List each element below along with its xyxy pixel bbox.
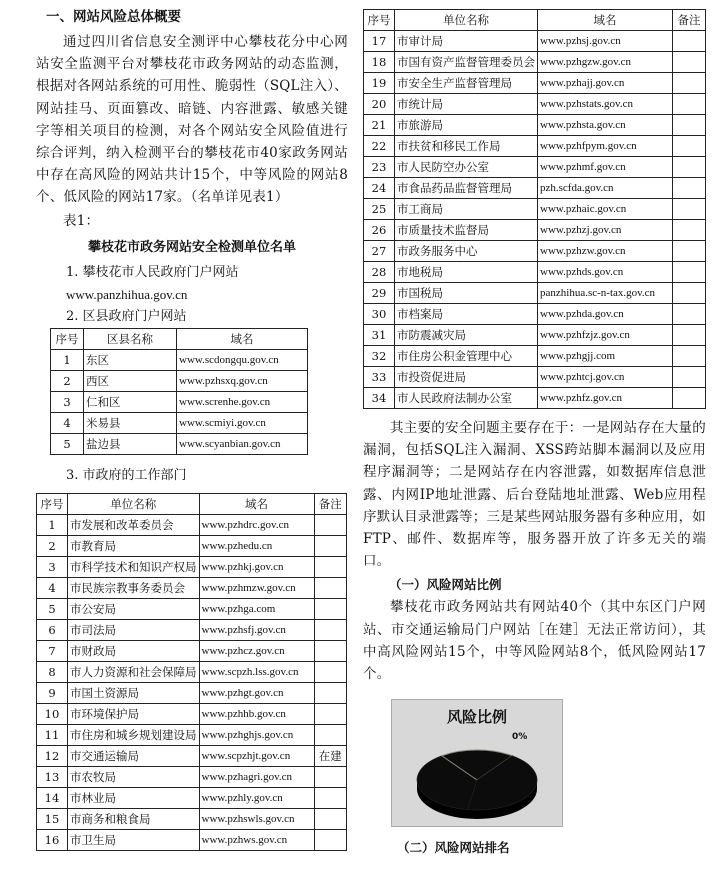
cell-note <box>314 535 347 556</box>
cell-name: 市环境保护局 <box>68 703 200 724</box>
table-row <box>364 73 706 94</box>
cell-note <box>314 514 347 535</box>
cell-domain: www.pzhedu.cn <box>199 535 314 556</box>
cell-no: 29 <box>364 283 395 304</box>
cell-note <box>673 31 706 52</box>
cell-no: 21 <box>364 115 395 136</box>
cell-note <box>673 52 706 73</box>
cell-no: 1 <box>37 514 68 535</box>
cell-domain: pzh.scfda.gov.cn <box>538 178 673 199</box>
table-row <box>51 433 308 454</box>
chart-title: 风险比例 <box>446 708 507 727</box>
cell-name: 市财政局 <box>68 640 200 661</box>
cell-name: 市司法局 <box>68 619 200 640</box>
cell-note <box>314 619 347 640</box>
cell-no: 4 <box>37 577 68 598</box>
cell-name: 市食品药品监督管理局 <box>395 178 538 199</box>
table-row <box>364 241 706 262</box>
cell-name: 市安全生产监督管理局 <box>395 73 538 94</box>
cell-domain: panzhihua.sc-n-tax.gov.cn <box>538 283 673 304</box>
cell-name: 市卫生局 <box>68 829 200 850</box>
cell-domain: www.pzhdrc.gov.cn <box>199 514 314 535</box>
cell-note <box>314 808 347 829</box>
cell-name: 市国土资源局 <box>68 682 200 703</box>
cell-no: 4 <box>51 412 84 433</box>
table-row <box>37 703 347 724</box>
table-row <box>37 787 347 808</box>
cell-note <box>314 661 347 682</box>
cell-note <box>673 157 706 178</box>
cell-name: 市发展和改革委员会 <box>68 514 200 535</box>
cell-name: 市地税局 <box>395 262 538 283</box>
table-row <box>364 283 706 304</box>
cell-name: 市住房和城乡规划建设局 <box>68 724 200 745</box>
cell-name: 市审计局 <box>395 31 538 52</box>
cell-no: 26 <box>364 220 395 241</box>
table-row <box>37 640 347 661</box>
pie-chart <box>392 700 562 826</box>
cell-name: 市教育局 <box>68 535 200 556</box>
cell-no: 7 <box>37 640 68 661</box>
cell-domain: www.pzhkj.gov.cn <box>199 556 314 577</box>
cell-note <box>673 199 706 220</box>
cell-name: 盐边县 <box>84 433 177 454</box>
list-item-departments: 3. 市政府的工作部门 <box>66 467 187 483</box>
table-row <box>364 388 706 409</box>
cell-name: 市人民政府法制办公室 <box>395 388 538 409</box>
col-header: 域名 <box>177 328 308 349</box>
table-label: 表1： <box>63 212 100 229</box>
cell-name: 市质量技术监督局 <box>395 220 538 241</box>
cell-no: 8 <box>37 661 68 682</box>
table-row <box>364 178 706 199</box>
cell-name: 市旅游局 <box>395 115 538 136</box>
cell-name: 西区 <box>84 370 177 391</box>
cell-note <box>673 304 706 325</box>
problems-paragraph: 其主要的安全问题主要存在于：一是网站存在大量的漏洞，包括SQL注入漏洞、XSS跨站脚本漏洞以及应用程序漏洞等；二是网站存在内容泄露，如数据库信息泄露、内网IP地址泄露、后台登陆地址泄露、Web应用程序默认目录泄露等；三是某些网站服务器有多种应用，如FTP、邮件、数据库等，服务器开放了许多无关的端口。 <box>363 420 706 570</box>
table-row <box>364 115 706 136</box>
cell-no: 10 <box>37 703 68 724</box>
cell-no: 1 <box>51 349 84 370</box>
cell-note <box>673 136 706 157</box>
cell-domain: www.pzhga.com <box>199 598 314 619</box>
cell-name: 市防震减灾局 <box>395 325 538 346</box>
table-row <box>37 598 347 619</box>
col-header: 序号 <box>51 328 84 349</box>
cell-domain: www.pzhzw.gov.cn <box>538 241 673 262</box>
table-row <box>364 367 706 388</box>
cell-domain: www.screnhe.gov.cn <box>177 391 308 412</box>
cell-no: 25 <box>364 199 395 220</box>
cell-no: 2 <box>37 535 68 556</box>
cell-domain: www.scmiyi.gov.cn <box>177 412 308 433</box>
subheading-ranking: （二）风险网站排名 <box>397 840 510 856</box>
cell-note <box>314 829 347 850</box>
col-header: 备注 <box>673 10 706 31</box>
col-header: 序号 <box>37 493 68 514</box>
table-row <box>37 829 347 850</box>
table-row <box>364 325 706 346</box>
cell-domain: www.pzhds.gov.cn <box>538 262 673 283</box>
cell-note <box>673 94 706 115</box>
risk-chart <box>391 699 563 827</box>
cell-no: 20 <box>364 94 395 115</box>
table-header-row <box>364 10 706 31</box>
cell-no: 33 <box>364 367 395 388</box>
table-row <box>364 52 706 73</box>
cell-no: 11 <box>37 724 68 745</box>
cell-no: 3 <box>37 556 68 577</box>
table-row <box>37 766 347 787</box>
cell-domain: www.pzhmzw.gov.cn <box>199 577 314 598</box>
cell-domain: www.pzhly.gov.cn <box>199 787 314 808</box>
cell-no: 6 <box>37 619 68 640</box>
cell-domain: www.pzhcz.gov.cn <box>199 640 314 661</box>
cell-note <box>314 766 347 787</box>
cell-domain: www.pzhzj.gov.cn <box>538 220 673 241</box>
table-row <box>51 412 308 433</box>
table-row <box>51 349 308 370</box>
list-item-portal: 1. 攀枝花市人民政府门户网站 <box>66 264 239 280</box>
list-item-districts: 2. 区县政府门户网站 <box>66 308 187 324</box>
table-header-row <box>37 493 347 514</box>
table-header-row <box>51 328 308 349</box>
cell-note <box>314 703 347 724</box>
cell-domain: www.pzhghjs.gov.cn <box>199 724 314 745</box>
cell-name: 市人力资源和社会保障局 <box>68 661 200 682</box>
cell-no: 19 <box>364 73 395 94</box>
cell-note <box>673 367 706 388</box>
cell-no: 27 <box>364 241 395 262</box>
cell-name: 市交通运输局 <box>68 745 200 766</box>
table-row <box>37 745 347 766</box>
cell-name: 东区 <box>84 349 177 370</box>
cell-domain: www.pzhda.gov.cn <box>538 304 673 325</box>
cell-note <box>314 787 347 808</box>
cell-no: 16 <box>37 829 68 850</box>
cell-name: 市国税局 <box>395 283 538 304</box>
cell-no: 30 <box>364 304 395 325</box>
col-header: 备注 <box>314 493 347 514</box>
cell-note <box>673 178 706 199</box>
col-header: 域名 <box>538 10 673 31</box>
cell-no: 32 <box>364 346 395 367</box>
cell-note <box>314 640 347 661</box>
cell-domain: www.pzhgt.gov.cn <box>199 682 314 703</box>
chart-annotation: 0% <box>512 732 528 743</box>
table-row <box>364 157 706 178</box>
cell-no: 22 <box>364 136 395 157</box>
cell-domain: www.pzhfzjz.gov.cn <box>538 325 673 346</box>
right-column <box>363 9 706 859</box>
cell-domain: www.pzhsj.gov.cn <box>538 31 673 52</box>
cell-domain: www.pzhfpym.gov.cn <box>538 136 673 157</box>
col-header: 单位名称 <box>68 493 200 514</box>
cell-domain: www.pzhsfj.gov.cn <box>199 619 314 640</box>
cell-domain: www.pzhws.gov.cn <box>199 829 314 850</box>
cell-name: 仁和区 <box>84 391 177 412</box>
cell-no: 14 <box>37 787 68 808</box>
cell-domain: www.pzhgjj.com <box>538 346 673 367</box>
cell-no: 3 <box>51 391 84 412</box>
table-row <box>364 304 706 325</box>
cell-note <box>314 598 347 619</box>
table-title: 攀枝花市政务网站安全检测单位名单 <box>87 239 296 255</box>
table-row <box>364 94 706 115</box>
cell-note <box>314 724 347 745</box>
cell-name: 市工商局 <box>395 199 538 220</box>
cell-domain: www.scyanbian.gov.cn <box>177 433 308 454</box>
cell-note <box>314 682 347 703</box>
cell-no: 31 <box>364 325 395 346</box>
col-header: 单位名称 <box>395 10 538 31</box>
cell-note <box>314 556 347 577</box>
cell-domain: www.pzhsta.gov.cn <box>538 115 673 136</box>
table-row <box>37 619 347 640</box>
cell-note <box>673 388 706 409</box>
table-row <box>37 514 347 535</box>
cell-note <box>673 241 706 262</box>
cell-name: 市人民防空办公室 <box>395 157 538 178</box>
cell-domain: www.pzhajj.gov.cn <box>538 73 673 94</box>
cell-domain: www.pzhhb.gov.cn <box>199 703 314 724</box>
cell-domain: www.scpzh.lss.gov.cn <box>199 661 314 682</box>
table-row <box>37 808 347 829</box>
table-row <box>37 661 347 682</box>
portal-url: www.panzhihua.gov.cn <box>66 286 188 302</box>
table-row <box>37 535 347 556</box>
cell-name: 市国有资产监督管理委员会 <box>395 52 538 73</box>
cell-note <box>673 73 706 94</box>
table-row <box>364 262 706 283</box>
cell-name: 市投资促进局 <box>395 367 538 388</box>
cell-no: 18 <box>364 52 395 73</box>
cell-name: 市林业局 <box>68 787 200 808</box>
cell-note <box>673 346 706 367</box>
cell-note <box>673 220 706 241</box>
cell-domain: www.pzhsxq.gov.cn <box>177 370 308 391</box>
table-row <box>364 136 706 157</box>
table-row <box>364 199 706 220</box>
cell-note <box>673 325 706 346</box>
cell-name: 市扶贫和移民工作局 <box>395 136 538 157</box>
ratio-paragraph: 攀枝花市政务网站共有网站40个（其中东区门户网站、市交通运输局门户网站［在建］无法正常访问），其中高风险网站15个，中等风险网站8个，低风险网站17个。 <box>363 599 706 683</box>
cell-note <box>673 283 706 304</box>
section-heading: 一、网站风险总体概要 <box>46 9 181 25</box>
col-header: 序号 <box>364 10 395 31</box>
cell-no: 28 <box>364 262 395 283</box>
department-table-part2 <box>363 9 706 409</box>
cell-no: 5 <box>51 433 84 454</box>
cell-note: 在建 <box>314 745 347 766</box>
cell-no: 34 <box>364 388 395 409</box>
cell-name: 市住房公积金管理中心 <box>395 346 538 367</box>
cell-no: 15 <box>37 808 68 829</box>
cell-domain: www.pzhstats.gov.cn <box>538 94 673 115</box>
cell-name: 市商务和粮食局 <box>68 808 200 829</box>
col-header: 区县名称 <box>84 328 177 349</box>
cell-domain: www.scpzhjt.gov.cn <box>199 745 314 766</box>
cell-no: 12 <box>37 745 68 766</box>
table-row <box>364 31 706 52</box>
cell-name: 市档案局 <box>395 304 538 325</box>
table-row <box>364 346 706 367</box>
cell-no: 9 <box>37 682 68 703</box>
cell-domain: www.pzhmf.gov.cn <box>538 157 673 178</box>
cell-name: 市民族宗教事务委员会 <box>68 577 200 598</box>
cell-domain: www.scdongqu.gov.cn <box>177 349 308 370</box>
table-row <box>37 724 347 745</box>
cell-domain: www.pzhaic.gov.cn <box>538 199 673 220</box>
left-column <box>36 8 348 851</box>
cell-no: 23 <box>364 157 395 178</box>
chart-area <box>363 699 706 841</box>
cell-domain: www.pzhswls.gov.cn <box>199 808 314 829</box>
cell-domain: www.pzhgzw.gov.cn <box>538 52 673 73</box>
cell-domain: www.pzhtcj.gov.cn <box>538 367 673 388</box>
table-row <box>51 391 308 412</box>
subheading-ratio: （一）风险网站比例 <box>389 577 502 593</box>
cell-name: 市公安局 <box>68 598 200 619</box>
cell-name: 市政务服务中心 <box>395 241 538 262</box>
cell-no: 2 <box>51 370 84 391</box>
cell-domain: www.pzhfz.gov.cn <box>538 388 673 409</box>
col-header: 域名 <box>199 493 314 514</box>
cell-note <box>673 115 706 136</box>
cell-no: 5 <box>37 598 68 619</box>
cell-domain: www.pzhagri.gov.cn <box>199 766 314 787</box>
table-row <box>37 556 347 577</box>
table-row <box>364 220 706 241</box>
table-row <box>37 577 347 598</box>
cell-name: 米易县 <box>84 412 177 433</box>
cell-name: 市科学技术和知识产权局 <box>68 556 200 577</box>
department-table-part1 <box>36 493 347 851</box>
cell-note <box>314 577 347 598</box>
district-table <box>50 328 308 455</box>
intro-paragraph: 通过四川省信息安全测评中心攀枝花分中心网站安全监测平台对攀枝花市政务网站的动态监测，根据对各网站系统的可用性、脆弱性（SQL注入）、网站挂马、页面篡改、暗链、内容泄露、敏感关键字等相关项目的检测，对各个网站安全风险值进行综合评判，纳入检测平台的攀枝花市40家政务网站中存在高风险的网站共计15个，中等风险的网站8个、低风险的网站17家。（名单详见表1） <box>36 34 348 206</box>
table-row <box>51 370 308 391</box>
table-row <box>37 682 347 703</box>
cell-no: 13 <box>37 766 68 787</box>
cell-name: 市统计局 <box>395 94 538 115</box>
cell-no: 17 <box>364 31 395 52</box>
cell-note <box>673 262 706 283</box>
cell-no: 24 <box>364 178 395 199</box>
cell-name: 市农牧局 <box>68 766 200 787</box>
